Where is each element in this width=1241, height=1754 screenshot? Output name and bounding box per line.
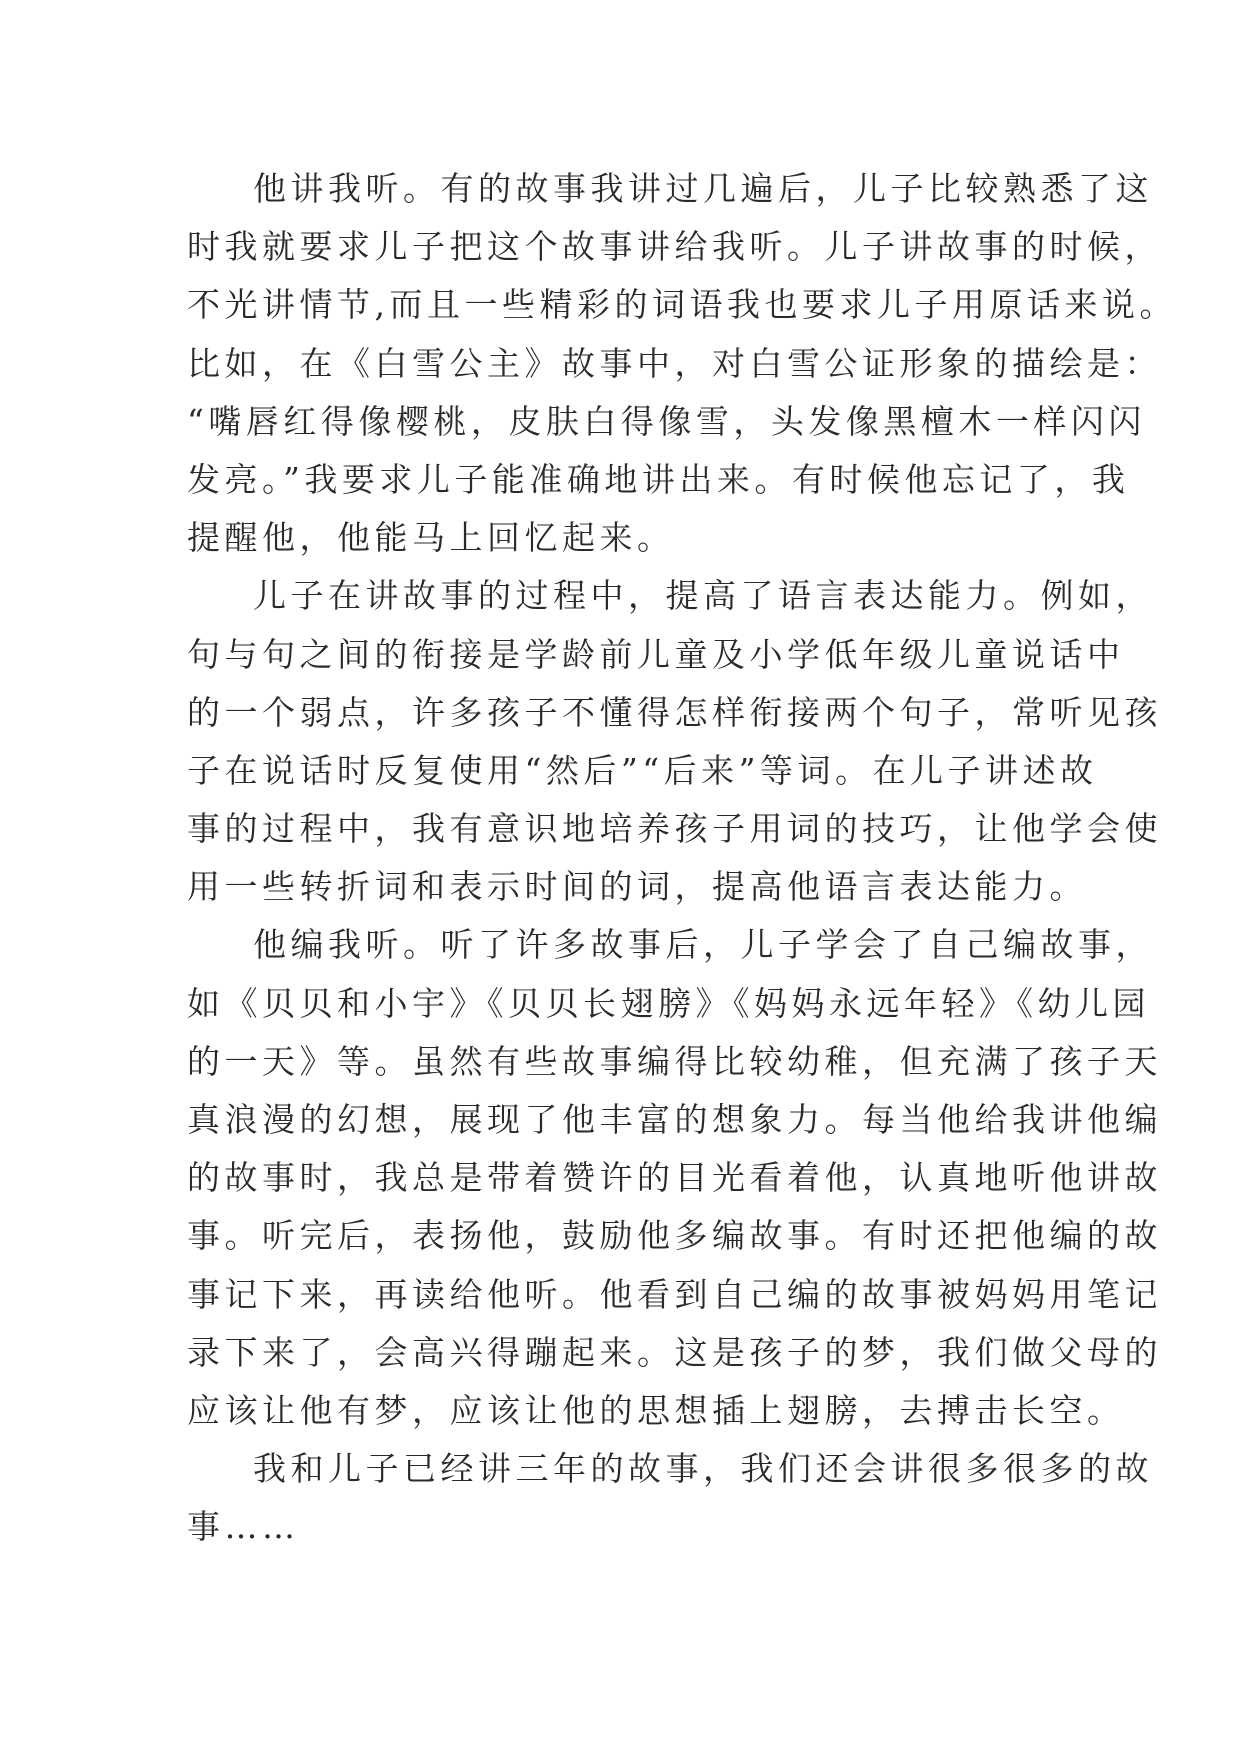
paragraph-3-line-4: 真浪漫的幻想，展现了他丰富的想象力。每当他给我讲他编 (187, 1100, 1162, 1139)
paragraph-2-line-4: 子在说话时反复使用“然后”“后来”等词。在儿子讲述故 (187, 750, 1098, 790)
paragraph-3-line-9: 应该让他有梦，应该让他的思想插上翅膀，去搏击长空。 (187, 1390, 1125, 1430)
paragraph-3-line-3: 的一天》等。虽然有些故事编得比较幼稚，但充满了孩子天 (187, 1041, 1162, 1081)
paragraph-3-line-2: 如《贝贝和小宇》《贝贝长翅膀》《妈妈永远年轻》《幼儿园 (187, 983, 1150, 1023)
paragraph-3-line-5: 的故事时，我总是带着赞许的目光看着他，认真地听他讲故 (187, 1158, 1162, 1198)
paragraph-1-line-6: 发亮。”我要求儿子能准确地讲出来。有时候他忘记了，我 (187, 459, 1130, 499)
paragraph-1-line-3: 不光讲情节,而且一些精彩的词语我也要求儿子用原话来说。 (187, 285, 1177, 325)
paragraph-4-line-2: 事…… (187, 1507, 300, 1547)
paragraph-3-line-8: 录下来了，会高兴得蹦起来。这是孩子的梦，我们做父母的 (187, 1332, 1162, 1372)
paragraph-2-line-5: 事的过程中，我有意识地培养孩子用词的技巧，让他学会使 (187, 809, 1162, 849)
paragraph-2-line-6: 用一些转折词和表示时间的词，提高他语言表达能力。 (187, 867, 1087, 907)
paragraph-1-line-7: 提醒他，他能马上回忆起来。 (187, 518, 675, 558)
paragraph-1-line-4: 比如，在《白雪公主》故事中，对白雪公证形象的描绘是： (187, 343, 1162, 383)
paragraph-2-line-3: 的一个弱点，许多孩子不懂得怎样衔接两个句子，常听见孩 (187, 692, 1162, 732)
paragraph-2-line-1: 儿子在讲故事的过程中，提高了语言表达能力。例如， (253, 576, 1153, 616)
paragraph-3-line-7: 事记下来，再读给他听。他看到自己编的故事被妈妈用笔记 (187, 1274, 1162, 1314)
body-text (187, 160, 1177, 1557)
paragraph-3-line-6: 事。听完后，表扬他，鼓励他多编故事。有时还把他编的故 (187, 1216, 1162, 1256)
paragraph-2-line-2: 句与句之间的衔接是学龄前儿童及小学低年级儿童说话中 (187, 634, 1125, 674)
paragraph-1-line-1: 他讲我听。有的故事我讲过几遍后，儿子比较熟悉了这 (253, 169, 1153, 208)
paragraph-4-line-1: 我和儿子已经讲三年的故事，我们还会讲很多很多的故 (253, 1449, 1153, 1489)
paragraph-3-line-1: 他编我听。听了许多故事后，儿子学会了自己编故事， (253, 925, 1153, 965)
paragraph-1-line-2: 时我就要求儿子把这个故事讲给我听。儿子讲故事的时候， (187, 227, 1162, 267)
paragraph-1-line-5: “嘴唇红得像樱桃，皮肤白得像雪，头发像黑檀木一样闪闪 (187, 401, 1146, 441)
